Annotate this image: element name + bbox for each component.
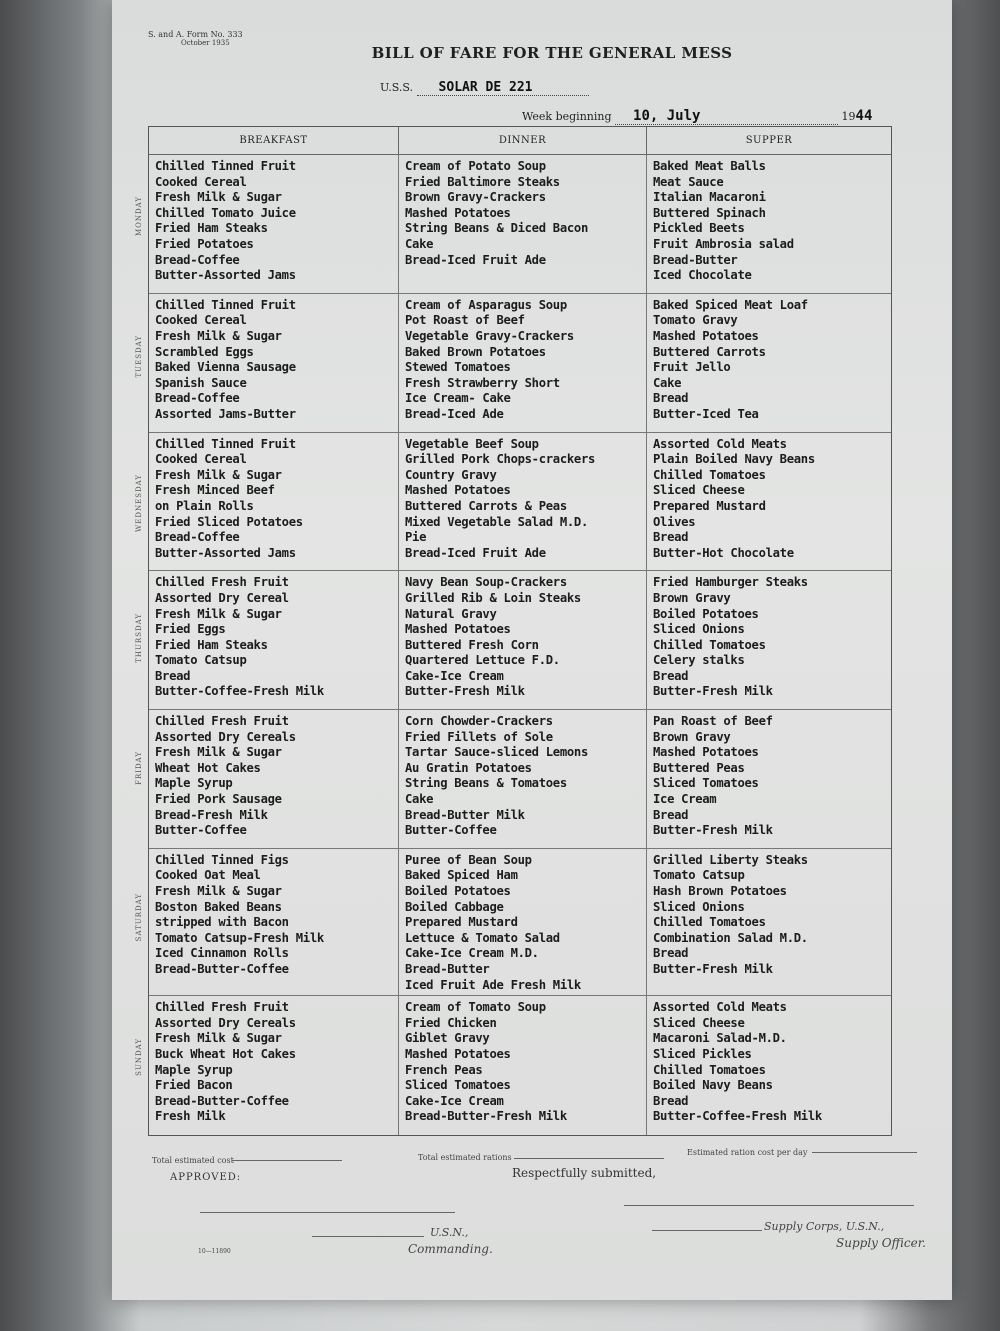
menu-item: Bread-Coffee [155, 391, 240, 406]
week-line [522, 108, 872, 125]
menu-item: Sliced Cheese [653, 483, 745, 498]
menu-item: Au Gratin Potatoes [405, 760, 532, 775]
menu-item: Cake-Ice Cream M.D. [405, 946, 539, 961]
menu-item: Fresh Milk & Sugar [155, 745, 282, 760]
menu-item: Butter-Fresh Milk [653, 684, 773, 699]
supply-corps-line [652, 1230, 762, 1231]
menu-item: French Peas [405, 1062, 483, 1077]
menu-cell-friday-dinner [399, 710, 647, 849]
menu-item-list [653, 437, 887, 562]
menu-item: Mashed Potatoes [653, 745, 759, 760]
menu-cell-saturday-supper [647, 849, 891, 996]
form-number [148, 30, 243, 48]
menu-item: Bread-Butter-Coffee [155, 962, 289, 977]
menu-item: Bread [155, 668, 191, 683]
menu-item: Macaroni Salad-M.D. [653, 1031, 787, 1046]
menu-item: Ice Cream- Cake [405, 391, 511, 406]
menu-item: Bread-Fresh Milk [155, 807, 268, 822]
menu-item: Bread [653, 807, 689, 822]
day-label: TUESDAY [135, 335, 143, 378]
menu-item: Maple Syrup [155, 776, 233, 791]
menu-item: Pan Roast of Beef [653, 714, 773, 729]
ration-cost-label: Estimated ration cost per day [687, 1148, 808, 1157]
menu-item: Bread [653, 668, 689, 683]
menu-item: Mixed Vegetable Salad M.D. [405, 514, 588, 529]
menu-item: Quartered Lettuce F.D. [405, 653, 560, 668]
menu-item: Bread-Butter Milk [405, 807, 525, 822]
menu-item: Cake [405, 236, 434, 251]
menu-item: Ice Cream [653, 792, 717, 807]
menu-item: Bread [653, 946, 689, 961]
menu-item: Fresh Strawberry Short [405, 375, 560, 390]
menu-item: Maple Syrup [155, 1062, 233, 1077]
menu-item-list [155, 1000, 394, 1125]
menu-item: Mashed Potatoes [405, 622, 511, 637]
menu-item-list [653, 714, 887, 839]
menu-item: Baked Vienna Sausage [155, 360, 296, 375]
menu-item: Assorted Dry Cereals [155, 729, 296, 744]
menu-item: Butter-Hot Chocolate [653, 545, 794, 560]
day-label: THURSDAY [135, 612, 143, 663]
menu-cell-tuesday-supper [647, 294, 891, 433]
menu-item-list [405, 437, 642, 562]
menu-item-list [155, 575, 394, 700]
menu-item: Fresh Milk & Sugar [155, 884, 282, 899]
menu-item-list [653, 1000, 887, 1125]
menu-item: Cooked Cereal [155, 452, 247, 467]
menu-item: Assorted Dry Cereal [155, 590, 289, 605]
menu-item: Cooked Cereal [155, 174, 247, 189]
menu-cell-sunday-dinner [399, 996, 647, 1135]
menu-item: Fried Sliced Potatoes [155, 514, 303, 529]
menu-item: Lettuce & Tomato Salad [405, 930, 560, 945]
menu-item: Baked Brown Potatoes [405, 344, 546, 359]
supply-corps-label: Supply Corps, U.S.N., [764, 1220, 885, 1233]
menu-item: Mashed Potatoes [405, 1047, 511, 1061]
menu-cell-thursday-supper [647, 571, 891, 710]
menu-item: Fresh Milk [155, 1109, 226, 1124]
menu-item-list [653, 853, 887, 978]
menu-item: Assorted Cold Meats [653, 436, 787, 451]
menu-item: Scrambled Eggs [155, 344, 254, 359]
column-header-dinner: DINNER [399, 127, 647, 155]
menu-item: Fresh Milk & Sugar [155, 467, 282, 482]
menu-item: Pie [405, 530, 427, 545]
menu-item: Mashed Potatoes [405, 205, 511, 220]
menu-item: Chilled Tomatoes [653, 637, 766, 652]
menu-item: Butter-Fresh Milk [653, 962, 773, 977]
menu-item: Fried Fillets of Sole [405, 729, 553, 744]
menu-item: Bread-Butter-Fresh Milk [405, 1109, 567, 1124]
menu-item: Buttered Carrots & Peas [405, 498, 567, 513]
supply-officer-label: Supply Officer. [836, 1236, 926, 1250]
menu-item: Cream of Potato Soup [405, 159, 546, 173]
menu-cell-wednesday-breakfast [135, 433, 399, 572]
menu-item: Chilled Fresh Fruit [155, 714, 289, 729]
menu-item: Prepared Mustard [653, 498, 766, 513]
menu-item: Fried Hamburger Steaks [653, 575, 808, 590]
menu-item: Iced Chocolate [653, 268, 752, 283]
day-label: FRIDAY [135, 751, 143, 786]
menu-cell-monday-dinner [399, 155, 647, 294]
approved-signature-line [200, 1212, 455, 1213]
menu-item: Butter-Assorted Jams [155, 268, 296, 283]
year-value: 44 [855, 108, 873, 124]
menu-item-list [155, 298, 394, 423]
menu-item: Natural Gravy [405, 606, 497, 621]
total-cost-line [232, 1160, 342, 1161]
menu-item: Brown Gravy-Crackers [405, 190, 546, 205]
menu-item: Hash Brown Potatoes [653, 884, 787, 899]
menu-item: Fresh Milk & Sugar [155, 1031, 282, 1046]
menu-item: Tomato Catsup [155, 653, 247, 668]
menu-item: Boiled Navy Beans [653, 1078, 773, 1093]
week-value: 10, July [615, 108, 838, 125]
menu-item: Cake-Ice Cream [405, 1093, 504, 1108]
menu-item: Bread-Coffee [155, 530, 240, 545]
menu-item: Wheat Hot Cakes [155, 760, 261, 775]
menu-item: Butter-Coffee [405, 823, 497, 838]
menu-item-list [405, 853, 642, 993]
menu-item: Sliced Onions [653, 622, 745, 637]
menu-item: Fried Ham Steaks [155, 221, 268, 236]
menu-item: Butter-Assorted Jams [155, 545, 296, 560]
menu-item: Vegetable Beef Soup [405, 436, 539, 451]
menu-item: Corn Chowder-Crackers [405, 714, 553, 729]
menu-item: Boiled Cabbage [405, 899, 504, 914]
menu-item: Fresh Milk & Sugar [155, 190, 282, 205]
total-rations-line [514, 1158, 664, 1159]
menu-item: String Beans & Tomatoes [405, 776, 567, 791]
menu-item: Butter-Coffee-Fresh Milk [155, 684, 324, 699]
menu-item: Cake [405, 792, 434, 807]
menu-cell-wednesday-dinner [399, 433, 647, 572]
column-header-supper: SUPPER [647, 127, 891, 155]
menu-table [135, 126, 892, 1136]
menu-item-list [155, 853, 394, 978]
day-label: SUNDAY [135, 1037, 143, 1076]
menu-item-list [405, 298, 642, 423]
ship-line [380, 80, 589, 96]
day-label: SATURDAY [135, 892, 143, 942]
menu-item: Assorted Jams-Butter [155, 406, 296, 421]
menu-item: Fresh Milk & Sugar [155, 328, 282, 343]
menu-item: Chilled Fresh Fruit [155, 1000, 289, 1015]
form-date: October 1935 [180, 39, 230, 47]
menu-item: Bread-Coffee [155, 252, 240, 267]
usn-line [312, 1236, 424, 1237]
menu-item: Baked Spiced Meat Loaf [653, 297, 808, 312]
ship-name: SOLAR DE 221 [417, 80, 589, 96]
menu-item: Assorted Dry Cereals [155, 1015, 296, 1030]
total-rations-label: Total estimated rations [418, 1153, 512, 1162]
menu-item: Iced Cinnamon Rolls [155, 946, 289, 961]
form-number-text: S. and A. Form No. 333 [148, 30, 243, 39]
commanding-label: Commanding. [408, 1242, 493, 1256]
menu-item: Stewed Tomatoes [405, 360, 511, 375]
day-label: WEDNESDAY [135, 473, 143, 532]
menu-item: Buttered Carrots [653, 344, 766, 359]
menu-item: Bread [653, 391, 689, 406]
menu-item: Bread [653, 530, 689, 545]
menu-item-list [405, 714, 642, 839]
menu-item: Boiled Potatoes [653, 606, 759, 621]
menu-item: Tomato Gravy [653, 313, 738, 328]
menu-item: Assorted Cold Meats [653, 1000, 787, 1015]
menu-item: Navy Bean Soup-Crackers [405, 575, 567, 590]
menu-item: Pickled Beets [653, 221, 745, 236]
menu-cell-saturday-breakfast [135, 849, 399, 996]
menu-item: Fried Pork Sausage [155, 792, 282, 807]
menu-item: Sliced Tomatoes [405, 1078, 511, 1093]
menu-item: Bread-Iced Ade [405, 406, 504, 421]
ship-prefix: U.S.S. [380, 81, 414, 94]
column-header-breakfast: BREAKFAST [149, 127, 399, 155]
menu-item: Brown Gravy [653, 729, 731, 744]
menu-item: Buck Wheat Hot Cakes [155, 1047, 296, 1061]
menu-item: stripped with Bacon [155, 915, 289, 930]
menu-cell-thursday-dinner [399, 571, 647, 710]
menu-cell-friday-supper [647, 710, 891, 849]
menu-item: Fresh Milk & Sugar [155, 606, 282, 621]
menu-item: Iced Fruit Ade Fresh Milk [405, 977, 581, 992]
menu-item: Chilled Tomatoes [653, 1062, 766, 1077]
menu-item: Fruit Ambrosia salad [653, 236, 794, 251]
menu-item: Baked Spiced Ham [405, 868, 518, 883]
menu-item: Olives [653, 514, 696, 529]
menu-cell-tuesday-dinner [399, 294, 647, 433]
menu-item: Giblet Gravy [405, 1031, 490, 1046]
menu-item: Fried Potatoes [155, 236, 254, 251]
total-cost-label: Total estimated cost [152, 1156, 234, 1165]
menu-item-list [155, 437, 394, 562]
menu-item: Sliced Tomatoes [653, 776, 759, 791]
menu-item: Chilled Tomatoes [653, 467, 766, 482]
menu-item: Bread [653, 1093, 689, 1108]
menu-item: Butter-Iced Tea [653, 406, 759, 421]
approved-label: APPROVED: [170, 1172, 242, 1183]
menu-item: Combination Salad M.D. [653, 930, 808, 945]
year-prefix: 19 [841, 110, 856, 123]
menu-item: Bread-Butter-Coffee [155, 1093, 289, 1108]
menu-item: Cake [653, 375, 682, 390]
menu-item: Vegetable Gravy-Crackers [405, 328, 574, 343]
menu-item: on Plain Rolls [155, 498, 254, 513]
menu-cell-thursday-breakfast [135, 571, 399, 710]
menu-item: Buttered Peas [653, 760, 745, 775]
menu-item: Cream of Asparagus Soup [405, 297, 567, 312]
menu-cell-sunday-supper [647, 996, 891, 1135]
menu-item: Tartar Sauce-sliced Lemons [405, 745, 588, 760]
menu-item-list [653, 159, 887, 284]
respectfully-submitted: Respectfully submitted, [512, 1166, 657, 1180]
menu-item: Sliced Onions [653, 899, 745, 914]
menu-cell-wednesday-supper [647, 433, 891, 572]
menu-item: Grilled Pork Chops-crackers [405, 452, 596, 467]
menu-item: Brown Gravy [653, 590, 731, 605]
menu-item-list [405, 575, 642, 700]
menu-item: Chilled Tinned Figs [155, 852, 289, 867]
menu-item: Butter-Coffee-Fresh Milk [653, 1109, 822, 1124]
menu-item: Boiled Potatoes [405, 884, 511, 899]
menu-item: Cake-Ice Cream [405, 668, 504, 683]
menu-cell-friday-breakfast [135, 710, 399, 849]
menu-item-list [653, 575, 887, 700]
menu-item: Fried Eggs [155, 622, 226, 637]
menu-item: Chilled Tinned Fruit [155, 436, 296, 451]
menu-item: Fried Ham Steaks [155, 637, 268, 652]
menu-item: Boston Baked Beans [155, 899, 282, 914]
menu-cell-sunday-breakfast [135, 996, 399, 1135]
print-code: 10—11890 [198, 1248, 231, 1255]
menu-item: Tomato Catsup [653, 868, 745, 883]
menu-item: Fried Bacon [155, 1078, 233, 1093]
day-label: MONDAY [135, 196, 143, 237]
menu-item: Bread-Butter [653, 252, 738, 267]
menu-item: Chilled Tomato Juice [155, 205, 296, 220]
menu-item: Mashed Potatoes [653, 328, 759, 343]
menu-item: Prepared Mustard [405, 915, 518, 930]
menu-item: Pot Roast of Beef [405, 313, 525, 328]
menu-item: Butter-Coffee [155, 823, 247, 838]
menu-item-list [155, 714, 394, 839]
menu-item: Country Gravy [405, 467, 497, 482]
menu-item: Cream of Tomato Soup [405, 1000, 546, 1015]
menu-item: Celery stalks [653, 653, 745, 668]
menu-cell-monday-supper [647, 155, 891, 294]
menu-item: Italian Macaroni [653, 190, 766, 205]
menu-cell-saturday-dinner [399, 849, 647, 996]
menu-item: Buttered Fresh Corn [405, 637, 539, 652]
usn-label: U.S.N., [430, 1226, 469, 1239]
menu-item: Meat Sauce [653, 174, 724, 189]
submitted-signature-line [624, 1205, 914, 1206]
menu-item: String Beans & Diced Bacon [405, 221, 588, 236]
menu-item: Puree of Bean Soup [405, 852, 532, 867]
menu-item: Tomato Catsup-Fresh Milk [155, 930, 324, 945]
menu-sheet [112, 0, 952, 1300]
menu-item: Chilled Fresh Fruit [155, 575, 289, 590]
menu-item: Fruit Jello [653, 360, 731, 375]
menu-item: Spanish Sauce [155, 375, 247, 390]
menu-item: Sliced Cheese [653, 1015, 745, 1030]
menu-item: Fresh Minced Beef [155, 483, 275, 498]
menu-item: Fried Chicken [405, 1015, 497, 1030]
menu-item: Chilled Tinned Fruit [155, 297, 296, 312]
menu-item: Chilled Tomatoes [653, 915, 766, 930]
menu-item: Sliced Pickles [653, 1047, 752, 1061]
menu-item: Plain Boiled Navy Beans [653, 452, 815, 467]
menu-item-list [653, 298, 887, 423]
menu-item: Baked Meat Balls [653, 159, 766, 173]
menu-cell-monday-breakfast [135, 155, 399, 294]
menu-item-list [405, 159, 642, 268]
menu-item: Bread-Iced Fruit Ade [405, 252, 546, 267]
menu-item: Butter-Fresh Milk [405, 684, 525, 699]
menu-item: Fried Baltimore Steaks [405, 174, 560, 189]
menu-item: Chilled Tinned Fruit [155, 159, 296, 173]
menu-item: Grilled Rib & Loin Steaks [405, 590, 581, 605]
menu-item: Cooked Oat Meal [155, 868, 261, 883]
week-label: Week beginning [522, 110, 612, 123]
menu-item: Buttered Spinach [653, 205, 766, 220]
menu-item: Butter-Fresh Milk [653, 823, 773, 838]
menu-cell-tuesday-breakfast [135, 294, 399, 433]
menu-item-list [155, 159, 394, 284]
page-title: BILL OF FARE FOR THE GENERAL MESS [371, 44, 733, 62]
ration-cost-line [812, 1152, 917, 1153]
menu-item-list [405, 1000, 642, 1125]
menu-item: Cooked Cereal [155, 313, 247, 328]
menu-item: Bread-Butter [405, 962, 490, 977]
menu-item: Mashed Potatoes [405, 483, 511, 498]
menu-item: Grilled Liberty Steaks [653, 852, 808, 867]
menu-item: Bread-Iced Fruit Ade [405, 545, 546, 560]
